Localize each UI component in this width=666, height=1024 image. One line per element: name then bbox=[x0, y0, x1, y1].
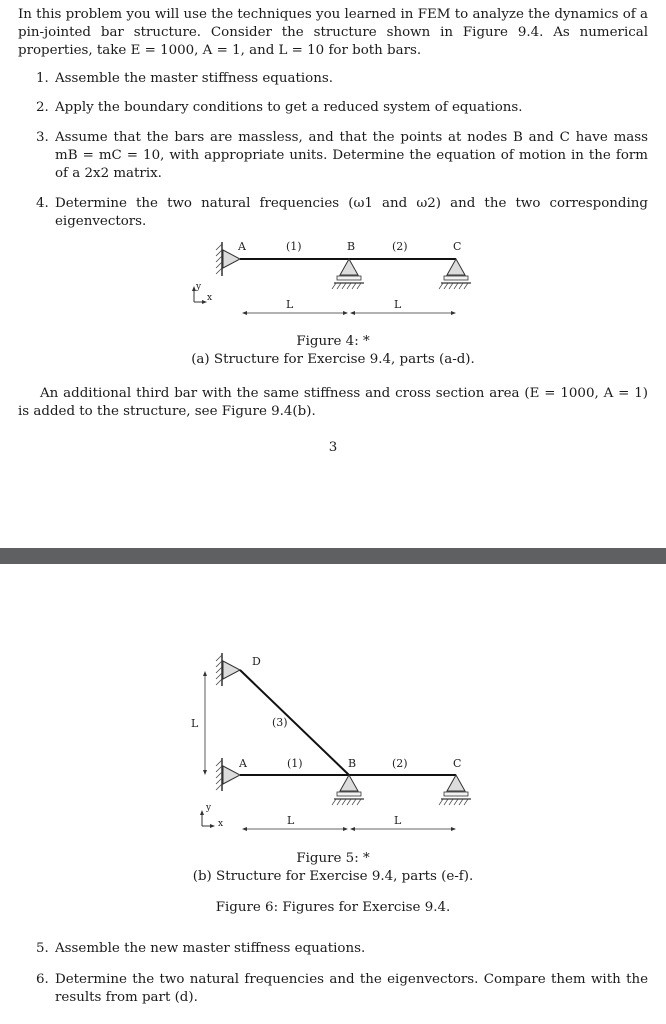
task-number: 6. bbox=[36, 972, 49, 987]
additional-paragraph: An additional third bar with the same stiffness and cross section area (E = 1000, A = 1) is added to the structure, see Figure 9.4(b). bbox=[18, 386, 648, 419]
task-text: Assemble the master stiffness equations. bbox=[55, 71, 333, 86]
dimension-label-2: L bbox=[394, 814, 402, 827]
bar-label-2: (2) bbox=[392, 757, 408, 770]
task-number: 3. bbox=[36, 130, 49, 145]
page-divider bbox=[0, 548, 666, 564]
task-item-5 bbox=[36, 940, 648, 958]
axis-label-x: x bbox=[207, 293, 213, 303]
axis-label-y: y bbox=[196, 282, 202, 292]
task-number: 2. bbox=[36, 100, 49, 115]
page-number: 3 bbox=[328, 440, 338, 455]
task-number: 4. bbox=[36, 196, 49, 211]
dimension-line-vertical bbox=[203, 671, 207, 775]
dimension-label-2: L bbox=[394, 298, 402, 311]
task-text: Apply the boundary conditions to get a reduced system of equations. bbox=[55, 100, 523, 115]
figure-b-diagram bbox=[0, 564, 666, 864]
dimension-line-2 bbox=[350, 827, 456, 831]
node-label-c: C bbox=[453, 757, 462, 770]
node-label-b: B bbox=[348, 757, 357, 770]
dimension-line-2 bbox=[350, 311, 456, 315]
figure-a-caption-title: Figure 4: * bbox=[296, 334, 370, 349]
wall-support-a bbox=[216, 758, 240, 791]
figure-b-caption-title: Figure 5: * bbox=[296, 851, 370, 866]
intro-paragraph: In this problem you will use the techniques you learned in FEM to analyze the dynamics of a pin-jointed bar structure. Consider the structure shown in Figure 9.4. As numerical properties, take E = 1000, A = 1, and L = 10 for both bars. bbox=[18, 7, 648, 58]
figure-group-caption: Figure 6: Figures for Exercise 9.4. bbox=[215, 900, 451, 915]
task-text: Assemble the new master stiffness equations. bbox=[55, 941, 366, 956]
node-label-a: A bbox=[238, 240, 246, 253]
wall-support-a bbox=[216, 242, 240, 276]
task-text: Assume that the bars are massless, and that the points at nodes B and C have mass mB = mC = 10, with appropriate units. Determine the equation of motion in the form of a 2x2 matrix. bbox=[55, 130, 648, 181]
node-label-a: A bbox=[239, 757, 247, 770]
task-number: 5. bbox=[36, 941, 49, 956]
task-text: Determine the two natural frequencies and the eigenvectors. Compare them with the results from part (d). bbox=[55, 972, 648, 1005]
roller-support-c bbox=[439, 775, 471, 805]
task-number: 1. bbox=[36, 71, 49, 86]
roller-support-b bbox=[332, 775, 364, 805]
dimension-line-1 bbox=[242, 311, 348, 315]
bar-label-1: (1) bbox=[287, 757, 303, 770]
bar-label-3: (3) bbox=[272, 716, 288, 729]
node-label-b: B bbox=[347, 240, 356, 253]
dimension-label-1: L bbox=[287, 814, 295, 827]
bar-label-1: (1) bbox=[286, 240, 302, 253]
dimension-line-1 bbox=[242, 827, 348, 831]
dimension-label-vertical: L bbox=[191, 717, 199, 730]
roller-support-b bbox=[332, 259, 364, 289]
figure-b-caption-text: (b) Structure for Exercise 9.4, parts (e-f). bbox=[192, 869, 474, 884]
axis-label-y: y bbox=[206, 803, 212, 813]
roller-support-c bbox=[439, 259, 471, 289]
task-text: Determine the two natural frequencies (ω1 and ω2) and the two corresponding eigenvectors. bbox=[55, 196, 648, 229]
figure-a-diagram bbox=[0, 0, 666, 330]
node-label-d: D bbox=[252, 655, 261, 668]
dimension-label-1: L bbox=[286, 298, 294, 311]
document-page-2 bbox=[0, 564, 666, 1024]
figure-a-caption-text: (a) Structure for Exercise 9.4, parts (a-d). bbox=[191, 352, 475, 367]
wall-support-d bbox=[216, 653, 240, 686]
axis-label-x: x bbox=[218, 819, 224, 829]
bar-label-2: (2) bbox=[392, 240, 408, 253]
task-item-6 bbox=[36, 971, 648, 1007]
node-label-c: C bbox=[453, 240, 462, 253]
